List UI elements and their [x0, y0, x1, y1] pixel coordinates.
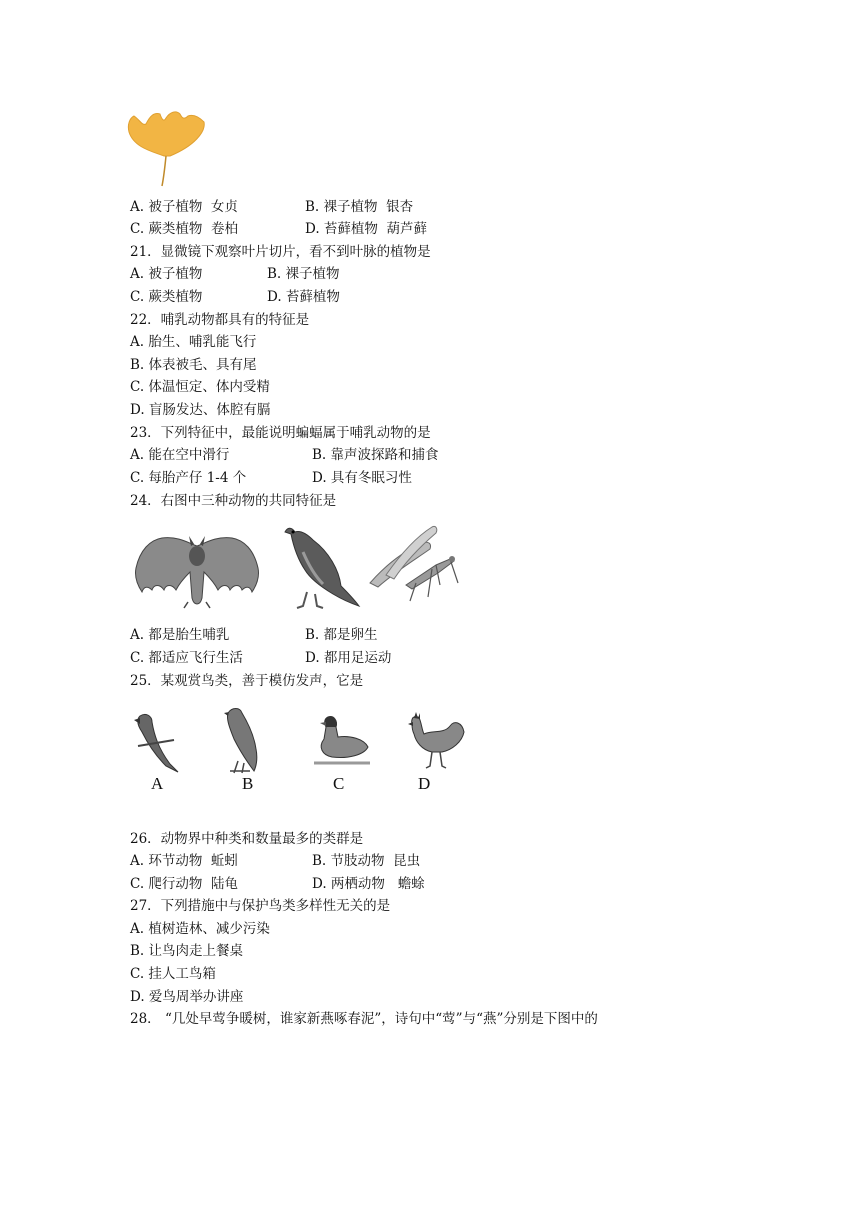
q23-option-c: C. 每胎产仔 1-4 个: [130, 470, 247, 486]
q22-option-c: C. 体温恒定、体内受精: [130, 379, 270, 395]
q22-stem: 22．哺乳动物都具有的特征是: [130, 312, 310, 328]
q25-label-d: D: [418, 774, 431, 793]
q20-option-a: A. 被子植物 女贞: [130, 199, 238, 215]
q27-option-b: B. 让鸟肉走上餐桌: [130, 943, 244, 959]
q24-option-d: D. 都用足运动: [305, 650, 392, 666]
hawk-image: [283, 522, 361, 612]
duck-image: [312, 713, 372, 769]
q21-option-a: A. 被子植物: [130, 266, 203, 282]
q27-option-c: C. 挂人工鸟箱: [130, 966, 216, 982]
q25-label-c: C: [333, 774, 345, 793]
q26-option-d: D. 两栖动物 蟾蜍: [312, 876, 425, 892]
q26-stem: 26．动物界中种类和数量最多的类群是: [130, 831, 364, 847]
q25-label-b: B: [242, 774, 254, 793]
q22-option-d: D. 盲肠发达、体腔有膈: [130, 402, 271, 418]
q24-option-c: C. 都适应飞行生活: [130, 650, 243, 666]
songbird-image: [220, 705, 266, 775]
q23-option-d: D. 具有冬眠习性: [312, 470, 412, 486]
q26-option-a: A. 环节动物 蚯蚓: [130, 853, 238, 869]
rooster-image: [402, 710, 466, 772]
q23-stem: 23．下列特征中，最能说明蝙蝠属于哺乳动物的是: [130, 425, 431, 441]
q22-option-b: B. 体表被毛、具有尾: [130, 357, 257, 373]
q20-option-c: C. 蕨类植物 卷柏: [130, 221, 239, 237]
q27-stem: 27．下列措施中与保护鸟类多样性无关的是: [130, 898, 391, 914]
q21-option-c: C. 蕨类植物: [130, 289, 203, 305]
q20-option-b: B. 裸子植物 银杏: [305, 199, 414, 215]
q24-option-a: A. 都是胎生哺乳: [130, 627, 230, 643]
q20-option-d: D. 苔藓植物 葫芦藓: [305, 221, 428, 237]
q21-option-b: B. 裸子植物: [267, 266, 340, 282]
q25-stem: 25．某观赏鸟类，善于模仿发声，它是: [130, 673, 364, 689]
q27-option-a: A. 植树造林、减少污染: [130, 921, 270, 937]
parrot-image: [130, 710, 186, 774]
bat-image: [132, 528, 262, 610]
q23-option-b: B. 靠声波探路和捕食: [312, 447, 439, 463]
q21-stem: 21．显微镜下观察叶片切片，看不到叶脉的植物是: [130, 244, 431, 260]
q24-option-b: B. 都是卵生: [305, 627, 378, 643]
ginkgo-leaf-image: [124, 108, 210, 188]
q22-option-a: A. 胎生、哺乳能飞行: [130, 334, 257, 350]
q25-label-a: A: [151, 774, 164, 793]
mantis-image: [366, 525, 462, 605]
q26-option-b: B. 节肢动物 昆虫: [312, 853, 421, 869]
q23-option-a: A. 能在空中滑行: [130, 447, 230, 463]
q24-stem: 24．右图中三种动物的共同特征是: [130, 493, 337, 509]
q21-option-d: D. 苔藓植物: [267, 289, 340, 305]
q26-option-c: C. 爬行动物 陆龟: [130, 876, 239, 892]
q28-stem: 28． “几处早莺争暖树，谁家新燕啄春泥”，诗句中“莺”与“燕”分别是下图中的: [130, 1011, 598, 1027]
q27-option-d: D. 爱鸟周举办讲座: [130, 989, 244, 1005]
